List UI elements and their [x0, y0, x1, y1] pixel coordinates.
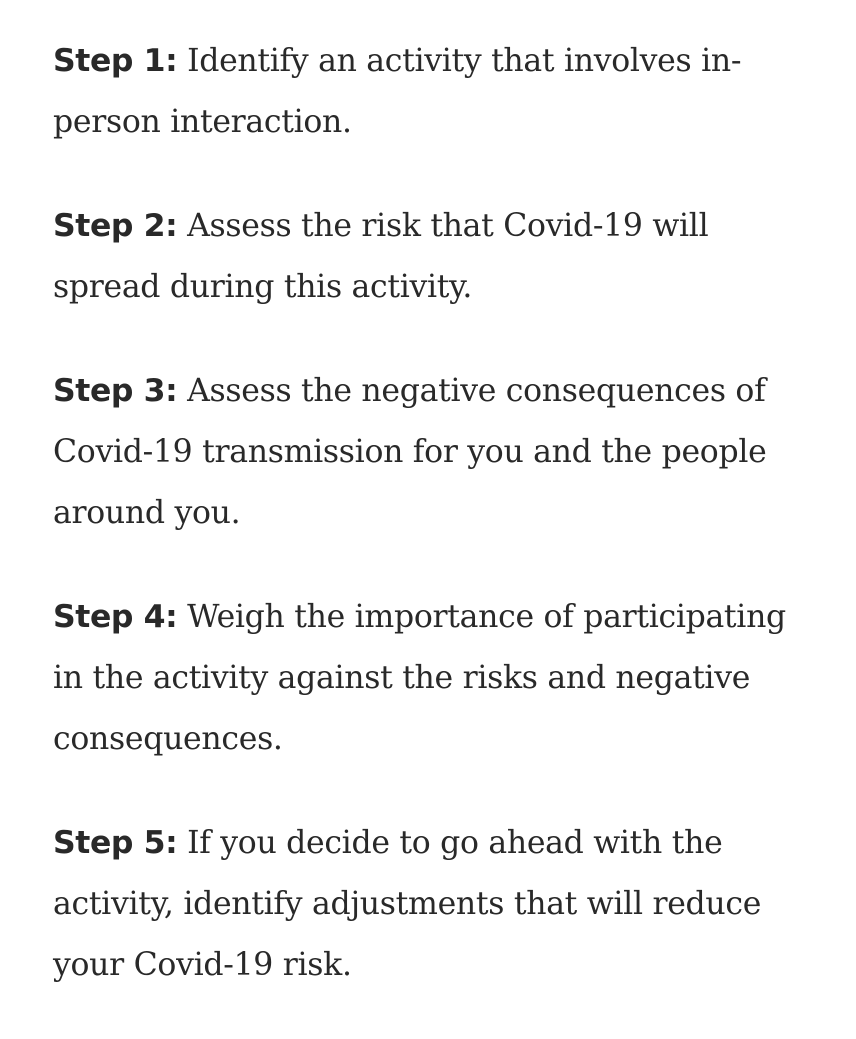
- step-paragraph-1: [53, 31, 813, 153]
- step-paragraph-3: [53, 361, 813, 544]
- step-text: Assess the risk that Covid-19 will spread during this activity.: [53, 208, 709, 305]
- step-label: Step 4:: [53, 599, 178, 635]
- step-label: Step 1:: [53, 43, 178, 79]
- step-paragraph-4: [53, 587, 813, 770]
- article-body: [53, 31, 813, 1039]
- step-label: Step 2:: [53, 208, 178, 244]
- step-text: If you decide to go ahead with the activity, identify adjustments that will reduce your Covid-19 risk.: [53, 825, 762, 983]
- step-paragraph-2: [53, 196, 813, 318]
- step-text: Weigh the importance of participating in the activity against the risks and negative consequences.: [53, 599, 786, 757]
- step-paragraph-5: [53, 813, 813, 996]
- step-label: Step 5:: [53, 825, 178, 861]
- step-text: Assess the negative consequences of Covid-19 transmission for you and the people around you.: [53, 373, 767, 531]
- step-label: Step 3:: [53, 373, 178, 409]
- step-text: Identify an activity that involves in-person interaction.: [53, 43, 742, 140]
